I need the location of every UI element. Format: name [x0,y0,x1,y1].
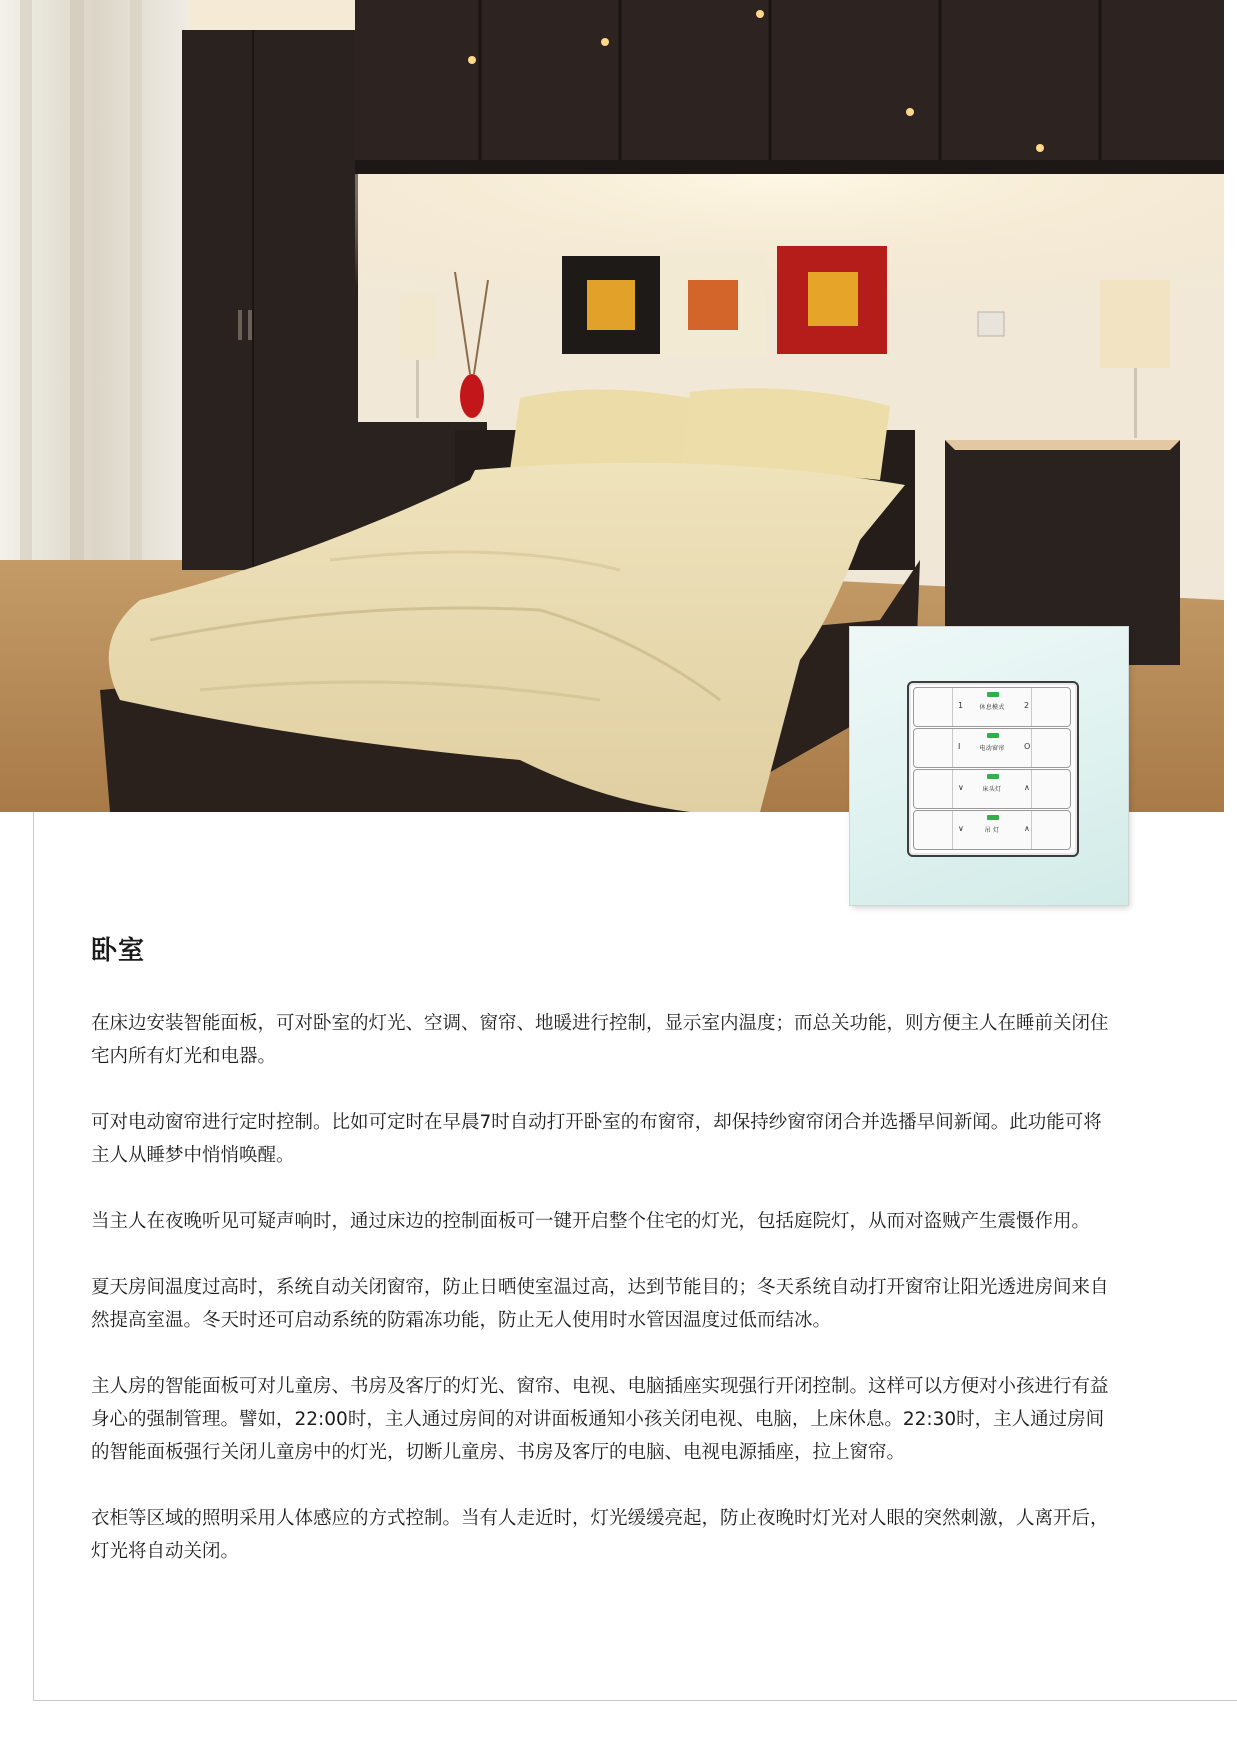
panel-key-right-segment [1031,811,1070,849]
panel-key-left-segment [914,688,953,726]
status-led [987,733,999,738]
status-led [987,774,999,779]
panel-key-left-symbol: ∨ [958,824,964,833]
panel-key-label: 吊 灯 [984,827,1000,834]
panel-key-right-symbol: ∧ [1024,783,1030,792]
frame-bottom-line [33,1700,1237,1701]
paragraph: 衣柜等区域的照明采用人体感应的方式控制。当有人走近时，灯光缓缓亮起，防止夜晚时灯光对人眼的突然刺激，人离开后，灯光将自动关闭。 [91,1508,1109,1562]
panel-key-label: 休息模式 [979,704,1005,711]
panel-key-left-symbol: ∨ [958,783,964,792]
smart-panel-photo [850,627,1128,905]
paragraph: 主人房的智能面板可对儿童房、书房及客厅的灯光、窗帘、电视、电脑插座实现强行开闭控制。这样可以方便对小孩进行有益身心的强制管理。譬如，22:00时，主人通过房间的对讲面板通知小孩关闭电视、电脑，上床休息。22:30时，主人通过房间的智能面板强行关闭儿童房中的灯光，切断儿童房、书房及客厅的电脑、电视电源插座，拉上窗帘。 [91,1376,1109,1463]
panel-key-right-symbol: 2 [1024,701,1030,710]
panel-key-left-symbol: 1 [958,701,964,710]
panel-key-right-segment [1031,688,1070,726]
frame-left-line [33,812,34,1700]
paragraph: 可对电动窗帘进行定时控制。比如可定时在早晨7时自动打开卧室的布窗帘，却保持纱窗帘闭合并选播早间新闻。此功能可将主人从睡梦中悄悄唤醒。 [91,1112,1102,1166]
section-content [91,930,1111,1601]
status-led [987,692,999,697]
panel-key-right-symbol: ∧ [1024,824,1030,833]
status-led [987,815,999,820]
section-title: 卧室 [91,936,146,966]
paragraph: 在床边安装智能面板，可对卧室的灯光、空调、窗帘、地暖进行控制，显示室内温度；而总关功能，则方便主人在睡前关闭住宅内所有灯光和电器。 [91,1013,1109,1067]
smart-panel-plate [907,681,1079,857]
panel-key-left-segment [914,770,953,808]
panel-key [913,687,1071,727]
panel-key [913,728,1071,768]
panel-key-right-segment [1031,770,1070,808]
panel-key-right-symbol: O [1024,742,1031,751]
panel-key [913,769,1071,809]
panel-key-label: 电动窗帘 [979,745,1005,752]
panel-key [913,810,1071,850]
panel-key-label: 床头灯 [982,786,1002,793]
panel-key-right-segment [1031,729,1070,767]
panel-key-left-segment [914,811,953,849]
panel-key-left-segment [914,729,953,767]
paragraph: 夏天房间温度过高时，系统自动关闭窗帘，防止日晒使室温过高，达到节能目的；冬天系统自动打开窗帘让阳光透进房间来自然提高室温。冬天时还可启动系统的防霜冻功能，防止无人使用时水管因温度过低而结冰。 [91,1277,1109,1331]
paragraph: 当主人在夜晚听见可疑声响时，通过床边的控制面板可一键开启整个住宅的灯光，包括庭院灯，从而对盗贼产生震慑作用。 [91,1211,1091,1232]
panel-key-left-symbol: I [958,742,961,751]
